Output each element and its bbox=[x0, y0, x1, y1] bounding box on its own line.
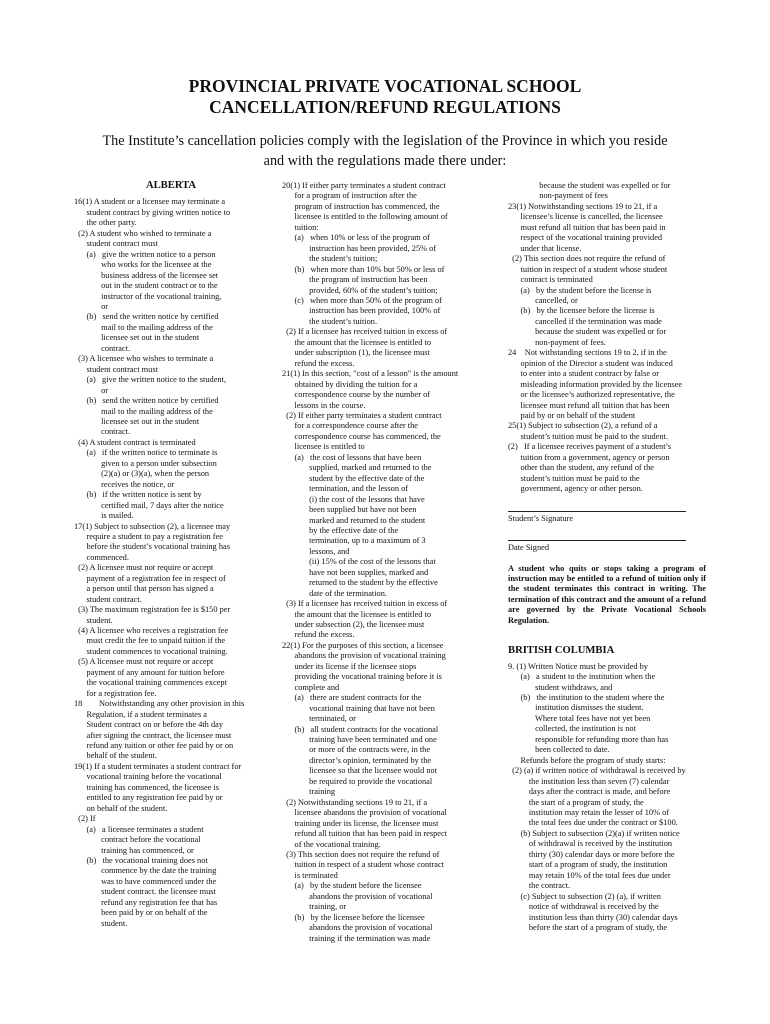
text-line: the contract. bbox=[508, 881, 571, 891]
text-line: contract before the vocational bbox=[74, 835, 201, 845]
text-line: tuition in respect of a student whose contract bbox=[282, 860, 444, 870]
text-line: (b) if the written notice is sent by bbox=[74, 490, 202, 500]
text-line: student. bbox=[74, 615, 113, 625]
text-line: or bbox=[74, 301, 109, 311]
text-line: on behalf of the student. bbox=[74, 803, 168, 813]
text-line: correspondence course by the number of bbox=[282, 390, 431, 400]
text-line: commenced. bbox=[74, 552, 129, 562]
title-line-1: PROVINCIAL PRIVATE VOCATIONAL SCHOOL bbox=[188, 76, 582, 96]
text-line: lessons, and bbox=[282, 546, 350, 556]
text-line: abandons the provision of vocational training bbox=[282, 651, 446, 661]
subtitle-line-1: The Institute’s cancellation policies comply with the legislation of the Province in which you reside bbox=[102, 133, 668, 149]
text-line: 19(1) If a student terminates a student contract for bbox=[74, 761, 242, 771]
text-line: a person until that person has signed a bbox=[74, 584, 214, 594]
text-line: the start of a program of study, the bbox=[508, 797, 644, 807]
text-line: program of instruction has commenced, the bbox=[282, 201, 440, 211]
text-line: abandons the provision of vocational bbox=[282, 891, 433, 901]
text-line: provided, 60% of the student’s tuition; bbox=[282, 285, 438, 295]
text-line: (3) If a licensee has received tuition in excess of bbox=[282, 599, 448, 609]
text-line: date of the termination. bbox=[282, 588, 387, 598]
text-line: under its license if the licensee stops bbox=[282, 661, 417, 671]
text-line: (5) A licensee must not require or accept bbox=[74, 657, 214, 667]
text-line: (3) A licensee who wishes to terminate a bbox=[74, 354, 214, 364]
text-line: (a) by the student before the licensee bbox=[282, 881, 422, 891]
text-line: licensee must refund all tuition that has been bbox=[508, 400, 670, 410]
text-line: tuition from a government, agency or person bbox=[508, 452, 670, 462]
text-line: student withdraws, and bbox=[508, 682, 613, 692]
text-line: licensee so that the licensee would not bbox=[282, 766, 438, 776]
text-line: for a correspondence course after the bbox=[282, 421, 418, 431]
text-line: vocational training that have not been bbox=[282, 703, 435, 713]
text-line: (b) all student contracts for the vocational bbox=[282, 724, 439, 734]
text-line: other than the student, any refund of the bbox=[508, 463, 654, 473]
text-line: is mailed. bbox=[74, 511, 134, 521]
text-line: 22(1) For the purposes of this section, a licensee bbox=[282, 640, 444, 650]
text-line: training, or bbox=[282, 902, 347, 912]
text-line: student contract by giving written notice to bbox=[74, 207, 231, 217]
text-line: training has commenced, or bbox=[74, 845, 194, 855]
text-line: licensee is entitled to the following amount of bbox=[282, 212, 448, 222]
text-line: payment of a registration fee in respect of bbox=[74, 573, 226, 583]
text-line: licensee abandons the provision of vocational bbox=[282, 808, 447, 818]
text-line: (2) If either party terminates a student contract bbox=[282, 410, 442, 420]
column-alberta bbox=[74, 181, 268, 929]
text-line: been supplied but have not been bbox=[282, 505, 417, 515]
text-line: 17(1) Subject to subsection (2), a licensee may bbox=[74, 521, 231, 531]
text-line: (2)(a) or (3)(a), when the person bbox=[74, 469, 210, 479]
text-line: (4) A licensee who receives a registration fee bbox=[74, 626, 229, 636]
text-line: institution less than thirty (30) calendar days bbox=[508, 912, 678, 922]
text-line: (b) by the licensee before the license is bbox=[508, 306, 655, 316]
text-line: student commences to vocational training. bbox=[74, 646, 228, 656]
date-label: Date Signed bbox=[508, 543, 550, 553]
text-line: instruction has been provided, 100% of bbox=[282, 306, 441, 316]
text-line: may retain 10% of the total fees due under bbox=[508, 870, 671, 880]
text-line: supplied, marked and returned to the bbox=[282, 463, 432, 473]
text-line: government, agency or other person. bbox=[508, 484, 643, 494]
text-line: (a) a student to the institution when the bbox=[508, 672, 656, 682]
text-line: (a) by the student before the license is bbox=[508, 285, 652, 295]
text-line: contract. bbox=[74, 427, 131, 437]
subtitle-line-2: and with the regulations made there under: bbox=[263, 153, 507, 169]
text-line: been paid by or on behalf of the bbox=[74, 908, 208, 918]
text-line: the amount that the licensee is entitled to bbox=[282, 337, 431, 347]
text-line: mail to the mailing address of the bbox=[74, 322, 213, 332]
text-line: the institution less than seven (7) calendar bbox=[508, 776, 670, 786]
section-heading-alberta: ALBERTA bbox=[145, 180, 197, 191]
text-line: institution may retain the lesser of 10% of bbox=[508, 808, 670, 818]
text-line: is terminated bbox=[282, 870, 338, 880]
text-line: (2) If bbox=[74, 814, 96, 824]
text-line: Refunds before the program of study starts: bbox=[508, 755, 666, 765]
text-line: providing the vocational training before it is bbox=[282, 672, 442, 682]
text-line: days after the contract is made, and before bbox=[508, 787, 671, 797]
text-line: notice of withdrawal is received by the bbox=[508, 902, 659, 912]
text-line: student. bbox=[74, 918, 128, 928]
text-line: under subsection (2), the licensee must bbox=[282, 620, 425, 630]
alberta-regulation-text-end bbox=[508, 181, 706, 495]
text-line: or more of the contracts were, in the bbox=[282, 745, 431, 755]
text-line: student’s tuition must be paid to the bbox=[508, 473, 640, 483]
text-line: behalf of the student. bbox=[74, 751, 157, 761]
text-line: must refund all tuition that has been paid in bbox=[508, 222, 666, 232]
text-line: by the effective date of the bbox=[282, 525, 399, 535]
text-line: institution dismisses the student. bbox=[508, 703, 644, 713]
text-line: (2) If a licensee has received tuition in excess of bbox=[282, 327, 448, 337]
text-line: 16(1) A student or a licensee may terminate a bbox=[74, 197, 226, 207]
text-line: (2) A licensee must not require or accept bbox=[74, 563, 214, 573]
text-line: (2) A student who wished to terminate a bbox=[74, 228, 212, 238]
text-line: licensee set out in the student bbox=[74, 416, 200, 426]
text-line: require a student to pay a registration fee bbox=[74, 531, 223, 541]
text-line: (b) the institution to the student where the bbox=[508, 693, 665, 703]
text-line: because the student was expelled or for bbox=[508, 327, 667, 337]
text-line: training if the termination was made bbox=[282, 933, 431, 943]
text-line: refund any registration fee that has bbox=[74, 897, 218, 907]
text-line: training have been terminated and one bbox=[282, 735, 437, 745]
text-line: vocational training before the vocational bbox=[74, 772, 222, 782]
text-line: (a) there are student contracts for the bbox=[282, 693, 422, 703]
text-line: (a) when 10% or less of the program of bbox=[282, 233, 430, 243]
text-line: (b) send the written notice by certified bbox=[74, 312, 219, 322]
bc-regulation-text bbox=[508, 662, 706, 934]
text-line: Where total fees have not yet been bbox=[508, 713, 651, 723]
text-line: marked and returned to the student bbox=[282, 515, 426, 525]
text-line: Regulation, if a student terminates a bbox=[74, 709, 208, 719]
text-line: (b) by the licensee before the licensee bbox=[282, 912, 425, 922]
text-line: start of a program of study, the institution bbox=[508, 860, 668, 870]
text-line: 24 Not withstanding sections 19 to 2, if in the bbox=[508, 348, 667, 358]
text-line: licensee set out in the student bbox=[74, 333, 200, 343]
text-line: termination, up to a maximum of 3 bbox=[282, 536, 426, 546]
text-line: contract is terminated bbox=[508, 275, 593, 285]
text-line: payment of any amount for tuition before bbox=[74, 667, 225, 677]
text-line: licensee’s license is cancelled, the licensee bbox=[508, 212, 663, 222]
text-line: student contract. the licensee must bbox=[74, 887, 216, 897]
text-line: opinion of the Director a student was induced bbox=[508, 358, 673, 368]
text-line: tuition in respect of a student whose student bbox=[508, 264, 668, 274]
text-line: of the vocational training. bbox=[282, 839, 381, 849]
text-line: cancelled, or bbox=[508, 295, 578, 305]
text-line: student contract. bbox=[74, 594, 142, 604]
text-line: correspondence course has commenced, the bbox=[282, 431, 441, 441]
text-line: misleading information provided by the licensee bbox=[508, 379, 683, 389]
text-line: responsible for refunding more than has bbox=[508, 734, 669, 744]
text-line: obtained by dividing the tuition for a bbox=[282, 379, 418, 389]
text-line: (a) a licensee terminates a student bbox=[74, 824, 204, 834]
text-line: training bbox=[282, 787, 336, 797]
text-line: was to have commenced under the bbox=[74, 876, 217, 886]
text-line: Student contract on or before the 4th day bbox=[74, 720, 223, 730]
text-line: (c) Subject to subsection (2) (a), if written bbox=[508, 891, 661, 901]
text-line: the vocational training commences except bbox=[74, 678, 227, 688]
text-line: student contract must bbox=[74, 364, 158, 374]
text-line: entitled to any registration fee paid by or bbox=[74, 793, 223, 803]
text-line: (ii) 15% of the cost of the lessons that bbox=[282, 557, 436, 567]
text-line: (b) Subject to subsection (2)(a) if written notice bbox=[508, 828, 680, 838]
column-middle bbox=[282, 181, 477, 944]
text-line: 23(1) Notwithstanding sections 19 to 21, if a bbox=[508, 201, 658, 211]
text-line: (i) the cost of the lessons that have bbox=[282, 494, 425, 504]
text-line: termination, and the lesson of bbox=[282, 484, 409, 494]
text-line: student’s tuition must be paid to the student. bbox=[508, 431, 668, 441]
text-line: business address of the licensee set bbox=[74, 270, 219, 280]
text-line: (2) (a) if written notice of withdrawal is received by bbox=[508, 766, 686, 776]
text-line: (b) the vocational training does not bbox=[74, 856, 208, 865]
text-line: returned to the student by the effective bbox=[282, 578, 438, 588]
text-line: non-payment of fees bbox=[508, 191, 608, 201]
document-title bbox=[0, 76, 770, 118]
text-line: (2) This section does not require the refund of bbox=[508, 254, 666, 264]
text-line: or bbox=[74, 385, 109, 395]
text-line: thirty (30) calendar days or more before the bbox=[508, 849, 675, 859]
text-line: (b) when more than 10% but 50% or less of bbox=[282, 264, 445, 274]
text-line: (2) If a licensee receives payment of a student’s bbox=[508, 442, 672, 452]
section-heading-british-columbia: BRITISH COLUMBIA bbox=[508, 645, 615, 657]
text-line: the student’s tuition; bbox=[282, 254, 378, 264]
text-line: been collected to date. bbox=[508, 745, 610, 755]
text-line: for a program of instruction after the bbox=[282, 191, 417, 201]
text-line: paid by or on behalf of the student bbox=[508, 410, 636, 420]
text-line: refund any tuition or other fee paid by or on bbox=[74, 741, 234, 751]
text-line: (2) Notwithstanding sections 19 to 21, if a bbox=[282, 797, 428, 807]
text-line: who works for the licensee at the bbox=[74, 260, 212, 270]
text-line: 9. (1) Written Notice must be provided by bbox=[508, 661, 648, 671]
text-line: 18 Notwithstanding any other provision in this bbox=[74, 699, 245, 709]
text-line: under subscription (1), the licensee must bbox=[282, 348, 430, 358]
text-line: (a) give the written notice to a person bbox=[74, 249, 216, 259]
text-line: contract. bbox=[74, 343, 131, 353]
title-line-2: CANCELLATION/REFUND REGULATIONS bbox=[209, 97, 561, 117]
signature-label: Student’s Signature bbox=[508, 513, 574, 523]
refund-notice-paragraph: A student who quits or stops taking a program of instruction may be entitled to a refund of tuition only if the student terminates this contract in writing. The termination of this contract and the amount of a refund are governed by the Private Vocational Schools Regulation. bbox=[508, 563, 706, 625]
text-line: the amount that the licensee is entitled to bbox=[282, 609, 431, 619]
alberta-regulation-text bbox=[74, 197, 268, 929]
text-line: (b) send the written notice by certified bbox=[74, 396, 219, 406]
text-line: 25(1) Subject to subsection (2), a refund of a bbox=[508, 421, 658, 431]
text-line: instruction has been provided, 25% of bbox=[282, 243, 437, 253]
date-line bbox=[508, 540, 686, 541]
text-line: cancelled if the termination was made bbox=[508, 316, 662, 326]
text-line: before the student’s vocational training has bbox=[74, 542, 230, 552]
text-line: after signing the contract, the licensee must bbox=[74, 730, 232, 740]
text-line: be required to provide the vocational bbox=[282, 776, 433, 786]
text-line: training under its license, the licensee must bbox=[282, 818, 439, 828]
signature-line bbox=[508, 511, 686, 512]
text-line: refund all tuition that has been paid in respect bbox=[282, 829, 447, 839]
text-line: because the student was expelled or for bbox=[508, 181, 671, 190]
alberta-regulation-text-continued bbox=[282, 181, 477, 944]
text-line: refund the excess. bbox=[282, 358, 355, 368]
text-line: 21(1) In this section, "cost of a lesson" is the amount bbox=[282, 369, 459, 379]
text-line: the other party. bbox=[74, 218, 137, 228]
text-line: to enter into a student contract by false or bbox=[508, 369, 660, 379]
text-line: non-payment of fees. bbox=[508, 337, 606, 347]
text-line: director’s opinion, terminated by the bbox=[282, 755, 432, 765]
text-line: (4) A student contract is terminated bbox=[74, 437, 196, 447]
text-line: the program of instruction has been bbox=[282, 275, 428, 285]
text-line: abandons the provision of vocational bbox=[282, 923, 433, 933]
text-line: (3) This section does not require the refund of bbox=[282, 850, 440, 859]
text-line: (c) when more than 50% of the program of bbox=[282, 295, 442, 305]
text-line: before the start of a program of study, the bbox=[508, 923, 668, 932]
text-line: complete and bbox=[282, 682, 340, 692]
text-line: out in the student contract or to the bbox=[74, 281, 218, 291]
text-line: mail to the mailing address of the bbox=[74, 406, 213, 416]
text-line: (a) the cost of lessons that have been bbox=[282, 452, 422, 462]
column-right bbox=[508, 181, 706, 933]
text-line: or the licensee’s authorized representative, the bbox=[508, 390, 675, 400]
text-line: licensee is entitled to bbox=[282, 442, 365, 452]
text-line: commence by the date the training bbox=[74, 866, 217, 876]
text-line: the student’s tuition. bbox=[282, 316, 378, 326]
text-line: tuition: bbox=[282, 222, 319, 232]
text-line: (a) if the written notice to terminate is bbox=[74, 448, 218, 458]
text-line: (a) give the written notice to the student, bbox=[74, 375, 227, 385]
text-line: (3) The maximum registration fee is $150 per bbox=[74, 605, 231, 615]
text-line: must credit the fee to unpaid tuition if the bbox=[74, 636, 226, 646]
text-line: 20(1) If either party terminates a student contract bbox=[282, 181, 446, 190]
text-line: student by the effective date of the bbox=[282, 473, 425, 483]
text-line: have not been supplies, marked and bbox=[282, 567, 429, 577]
text-line: of withdrawal is received by the institution bbox=[508, 839, 673, 849]
text-line: for a registration fee. bbox=[74, 688, 157, 698]
text-line: student contract must bbox=[74, 239, 158, 249]
text-line: respect of the vocational training provided bbox=[508, 233, 663, 243]
text-line: under that license. bbox=[508, 243, 582, 253]
text-line: given to a person under subsection bbox=[74, 458, 217, 468]
text-line: the total fees due under the contract or $100. bbox=[508, 818, 678, 828]
text-line: training has commenced, the licensee is bbox=[74, 782, 220, 792]
text-line: refund the excess. bbox=[282, 630, 355, 640]
text-line: instructor of the vocational training, bbox=[74, 291, 222, 301]
text-line: receives the notice, or bbox=[74, 479, 175, 489]
text-line: collected, the institution is not bbox=[508, 724, 636, 734]
document-subtitle bbox=[0, 131, 770, 171]
text-line: lessons in the course. bbox=[282, 400, 366, 410]
text-line: certified mail, 7 days after the notice bbox=[74, 500, 224, 510]
text-line: terminated, or bbox=[282, 714, 356, 724]
